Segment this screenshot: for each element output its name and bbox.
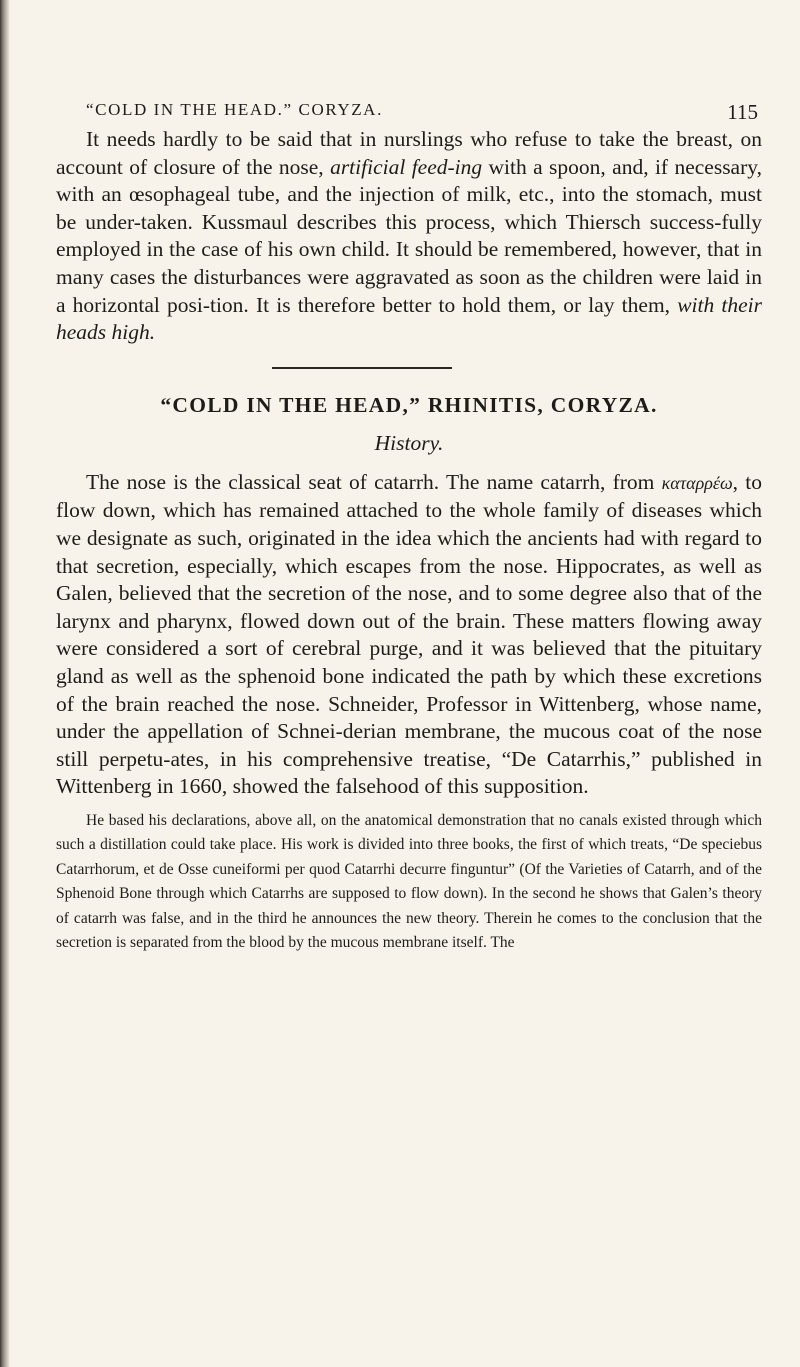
paragraph-1-text-a: It needs hardly to be said that in nurslings who refuse to take the breast, on account of closure of the nose, [56, 127, 762, 179]
paragraph-2-text-b: , to flow down, which has remained attached to the whole family of diseases which we designate as such, originated in the idea which the ancients had with regard to that secretion, especially, which escapes from the nose. Hippocrates, as well as Galen, believed that the secretion of the nose, and to some degree also that of the larynx and pharynx, flowed down out of the brain. These matters flowing away were considered a sort of cerebral purge, and it was believed that the pituitary gland as well as the sphenoid bone indicated the path by which these excretions of the brain reached the nose. Schneider, Professor in Wittenberg, whose name, under the appellation of Schnei-derian membrane, the mucous coat of the nose still perpetu-ates, in his comprehensive treatise, “De Catarrhis,” published in Wittenberg in 1660, showed the falsehood of this supposition. [56, 469, 762, 799]
section-divider [272, 367, 452, 369]
paragraph-1-text-b: with a spoon, and, if necessary, with an œsophageal tube, and the injection of milk, etc., into the stomach, must be under-taken. Kussmaul describes this process, which Thiersch success-fully employed in the case of his own child. It should be remembered, however, that in many cases the disturbances were aggravated as soon as the children were laid in a horizontal posi-tion. It is therefore better to hold them, or lay them, [56, 154, 762, 317]
paragraph-nursling-feeding [56, 126, 762, 347]
book-spine-edge [0, 0, 10, 1367]
book-page [56, 86, 762, 956]
section-heading: “COLD IN THE HEAD,” RHINITIS, CORYZA. [160, 392, 658, 417]
page-number: 115 [727, 100, 758, 124]
running-head [56, 86, 762, 124]
running-head-title: “COLD IN THE HEAD.” CORYZA. [86, 100, 383, 119]
greek-word: καταρρέω [661, 472, 733, 493]
section-subheading: History. [374, 430, 444, 455]
paragraph-catarrh-history [56, 469, 762, 801]
paragraph-2-text-a: The nose is the classical seat of catarrh. The name catarrh, from [86, 469, 662, 494]
paragraph-schneider-work: He based his declarations, above all, on the anatomical demonstration that no canals existed through which such a distillation could take place. His work is divided into three books, the first of which treats, “De speciebus Catarrhorum, et de Osse cuneiformi per quod Catarrhi decurre finguntur” (Of the Varieties of Catarrh, and of the Sphenoid Bone through which Catarrhs are supposed to flow down). In the second he shows that Galen’s theory of catarrh was false, and in the third he announces the new theory. Therein he comes to the conclusion that the secretion is separated from the blood by the mucous membrane itself. The [56, 811, 762, 952]
paragraph-1-italic-heads-high: with their heads high. [56, 292, 762, 345]
paragraph-1-italic-artificial-feeding: artificial feed-ing [330, 154, 483, 179]
